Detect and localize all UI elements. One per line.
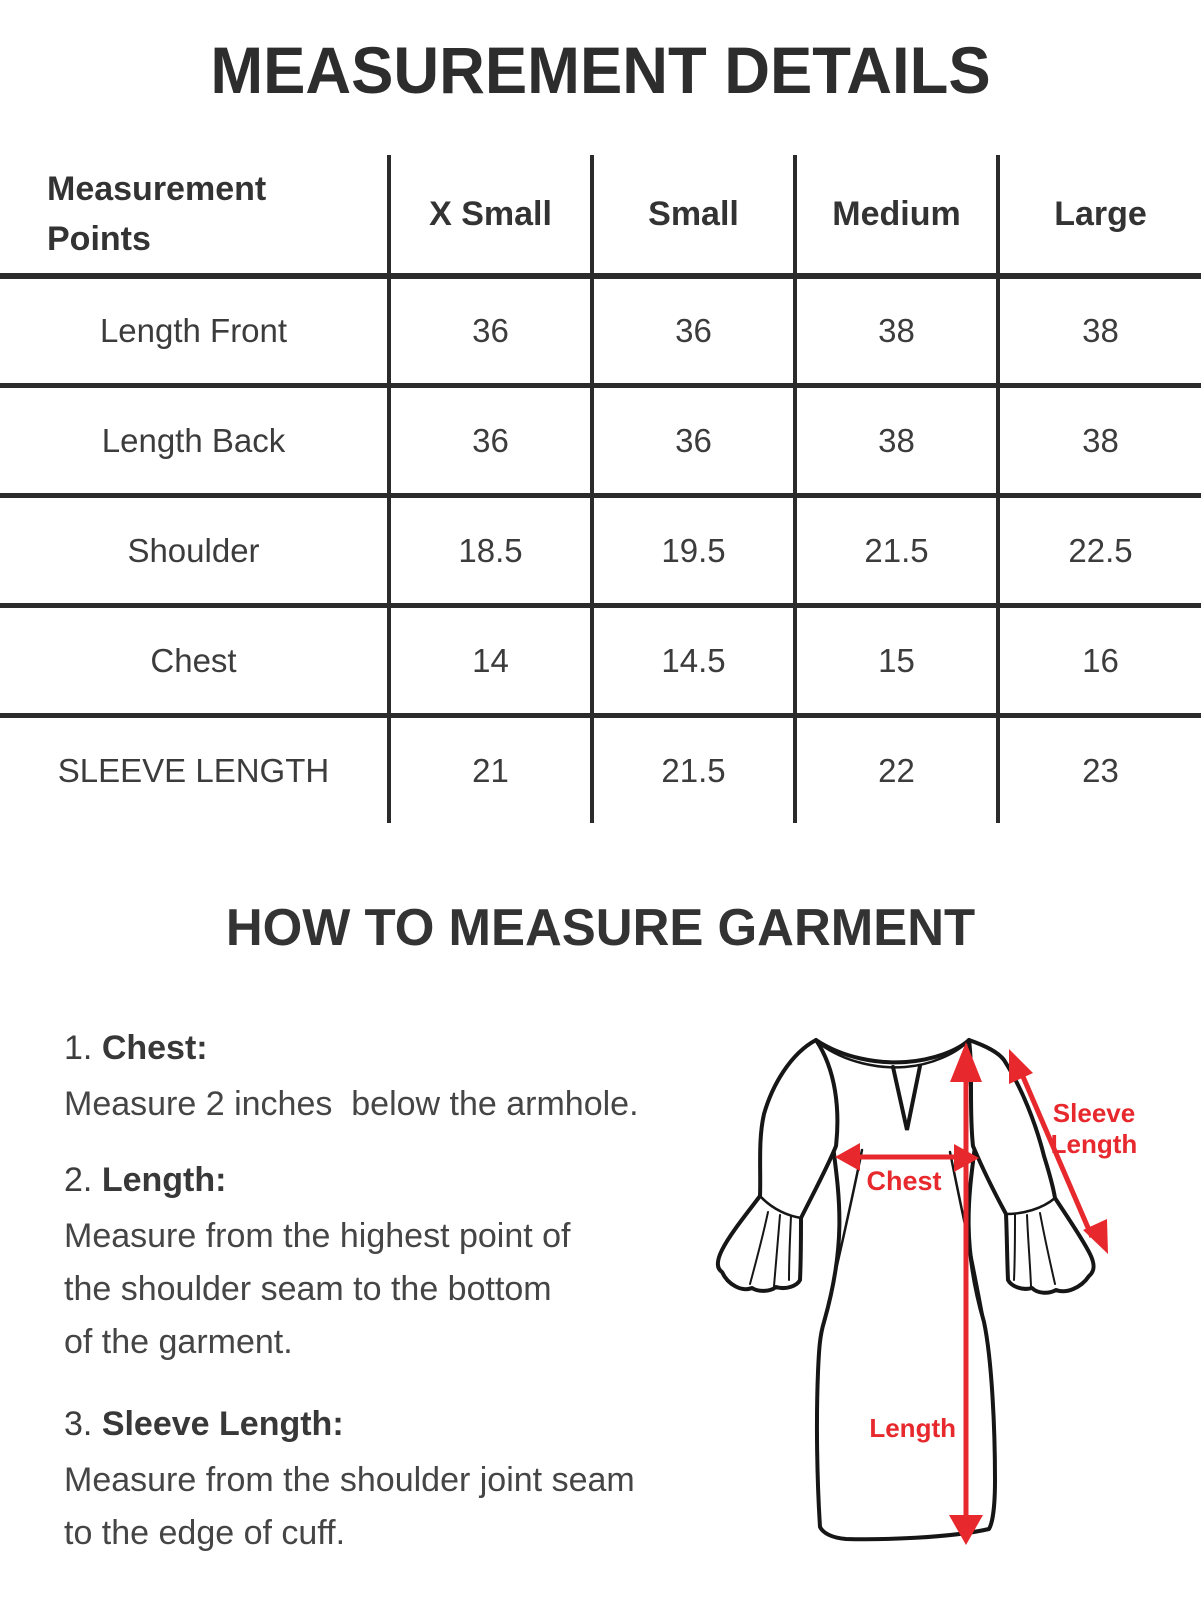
step-text: to the edge of cuff.: [64, 1514, 346, 1552]
table-cell: 36: [590, 383, 793, 493]
step-text: Measure 2 inches below the armhole.: [64, 1085, 639, 1123]
table-cell: 38: [996, 273, 1201, 383]
table-cell: 36: [590, 273, 793, 383]
step-text: the shoulder seam to the bottom: [64, 1270, 552, 1308]
table-cell: 21.5: [793, 493, 996, 603]
table-cell: 22: [793, 713, 996, 823]
table-cell: 38: [793, 273, 996, 383]
size-table: [0, 155, 1201, 823]
row-label-length-back: Length Back: [0, 383, 387, 493]
table-cell: 36: [387, 383, 590, 493]
table-cell: 38: [996, 383, 1201, 493]
step-text: of the garment.: [64, 1323, 293, 1361]
table-cell: 18.5: [387, 493, 590, 603]
length-arrow-label: Length: [869, 1413, 956, 1443]
table-cell: 14: [387, 603, 590, 713]
row-label-length-front: Length Front: [0, 273, 387, 383]
step-number: 1.: [64, 1029, 93, 1067]
table-cell: 19.5: [590, 493, 793, 603]
step-heading: [64, 1402, 764, 1446]
table-cell: 38: [793, 383, 996, 493]
table-cell: 16: [996, 603, 1201, 713]
row-label-sleeve-length: SLEEVE LENGTH: [0, 713, 387, 823]
row-label-chest: Chest: [0, 603, 387, 713]
step-number: 3.: [64, 1405, 93, 1443]
table-header-small: Small: [590, 155, 793, 273]
sleeve-length-label-line2: Length: [1050, 1129, 1138, 1159]
step-chest: [64, 1026, 764, 1131]
step-number: 2.: [64, 1161, 93, 1199]
step-label: Length:: [101, 1161, 227, 1199]
page-title: MEASUREMENT DETAILS: [210, 33, 991, 107]
step-label: Sleeve Length:: [101, 1405, 344, 1443]
step-text: Measure from the shoulder joint seam: [64, 1461, 635, 1499]
table-cell: 36: [387, 273, 590, 383]
table-header-medium: Medium: [793, 155, 996, 273]
table-cell: 21: [387, 713, 590, 823]
table-header-xsmall: X Small: [387, 155, 590, 273]
table-cell: 15: [793, 603, 996, 713]
step-heading: [64, 1026, 764, 1070]
sleeve-length-arrowhead-top: [1009, 1049, 1033, 1084]
row-label-shoulder: Shoulder: [0, 493, 387, 603]
step-sleeve-length: [64, 1402, 764, 1560]
chest-arrow-label: Chest: [866, 1166, 942, 1196]
table-cell: 22.5: [996, 493, 1201, 603]
right-sleeve-outline: [969, 1040, 1094, 1293]
sleeve-length-label-line1: Sleeve: [1052, 1098, 1136, 1128]
garment-measure-diagram: [680, 1000, 1201, 1601]
step-label: Chest:: [101, 1029, 208, 1067]
table-cell: 21.5: [590, 713, 793, 823]
table-cell: 14.5: [590, 603, 793, 713]
table-cell: 23: [996, 713, 1201, 823]
step-heading: [64, 1158, 764, 1202]
how-to-measure-title: HOW TO MEASURE GARMENT: [225, 899, 976, 957]
step-length: [64, 1158, 764, 1369]
step-text: Measure from the highest point of: [64, 1217, 571, 1255]
table-header-large: Large: [996, 155, 1201, 273]
table-header-measurement-points: Measurement Points: [0, 155, 387, 273]
